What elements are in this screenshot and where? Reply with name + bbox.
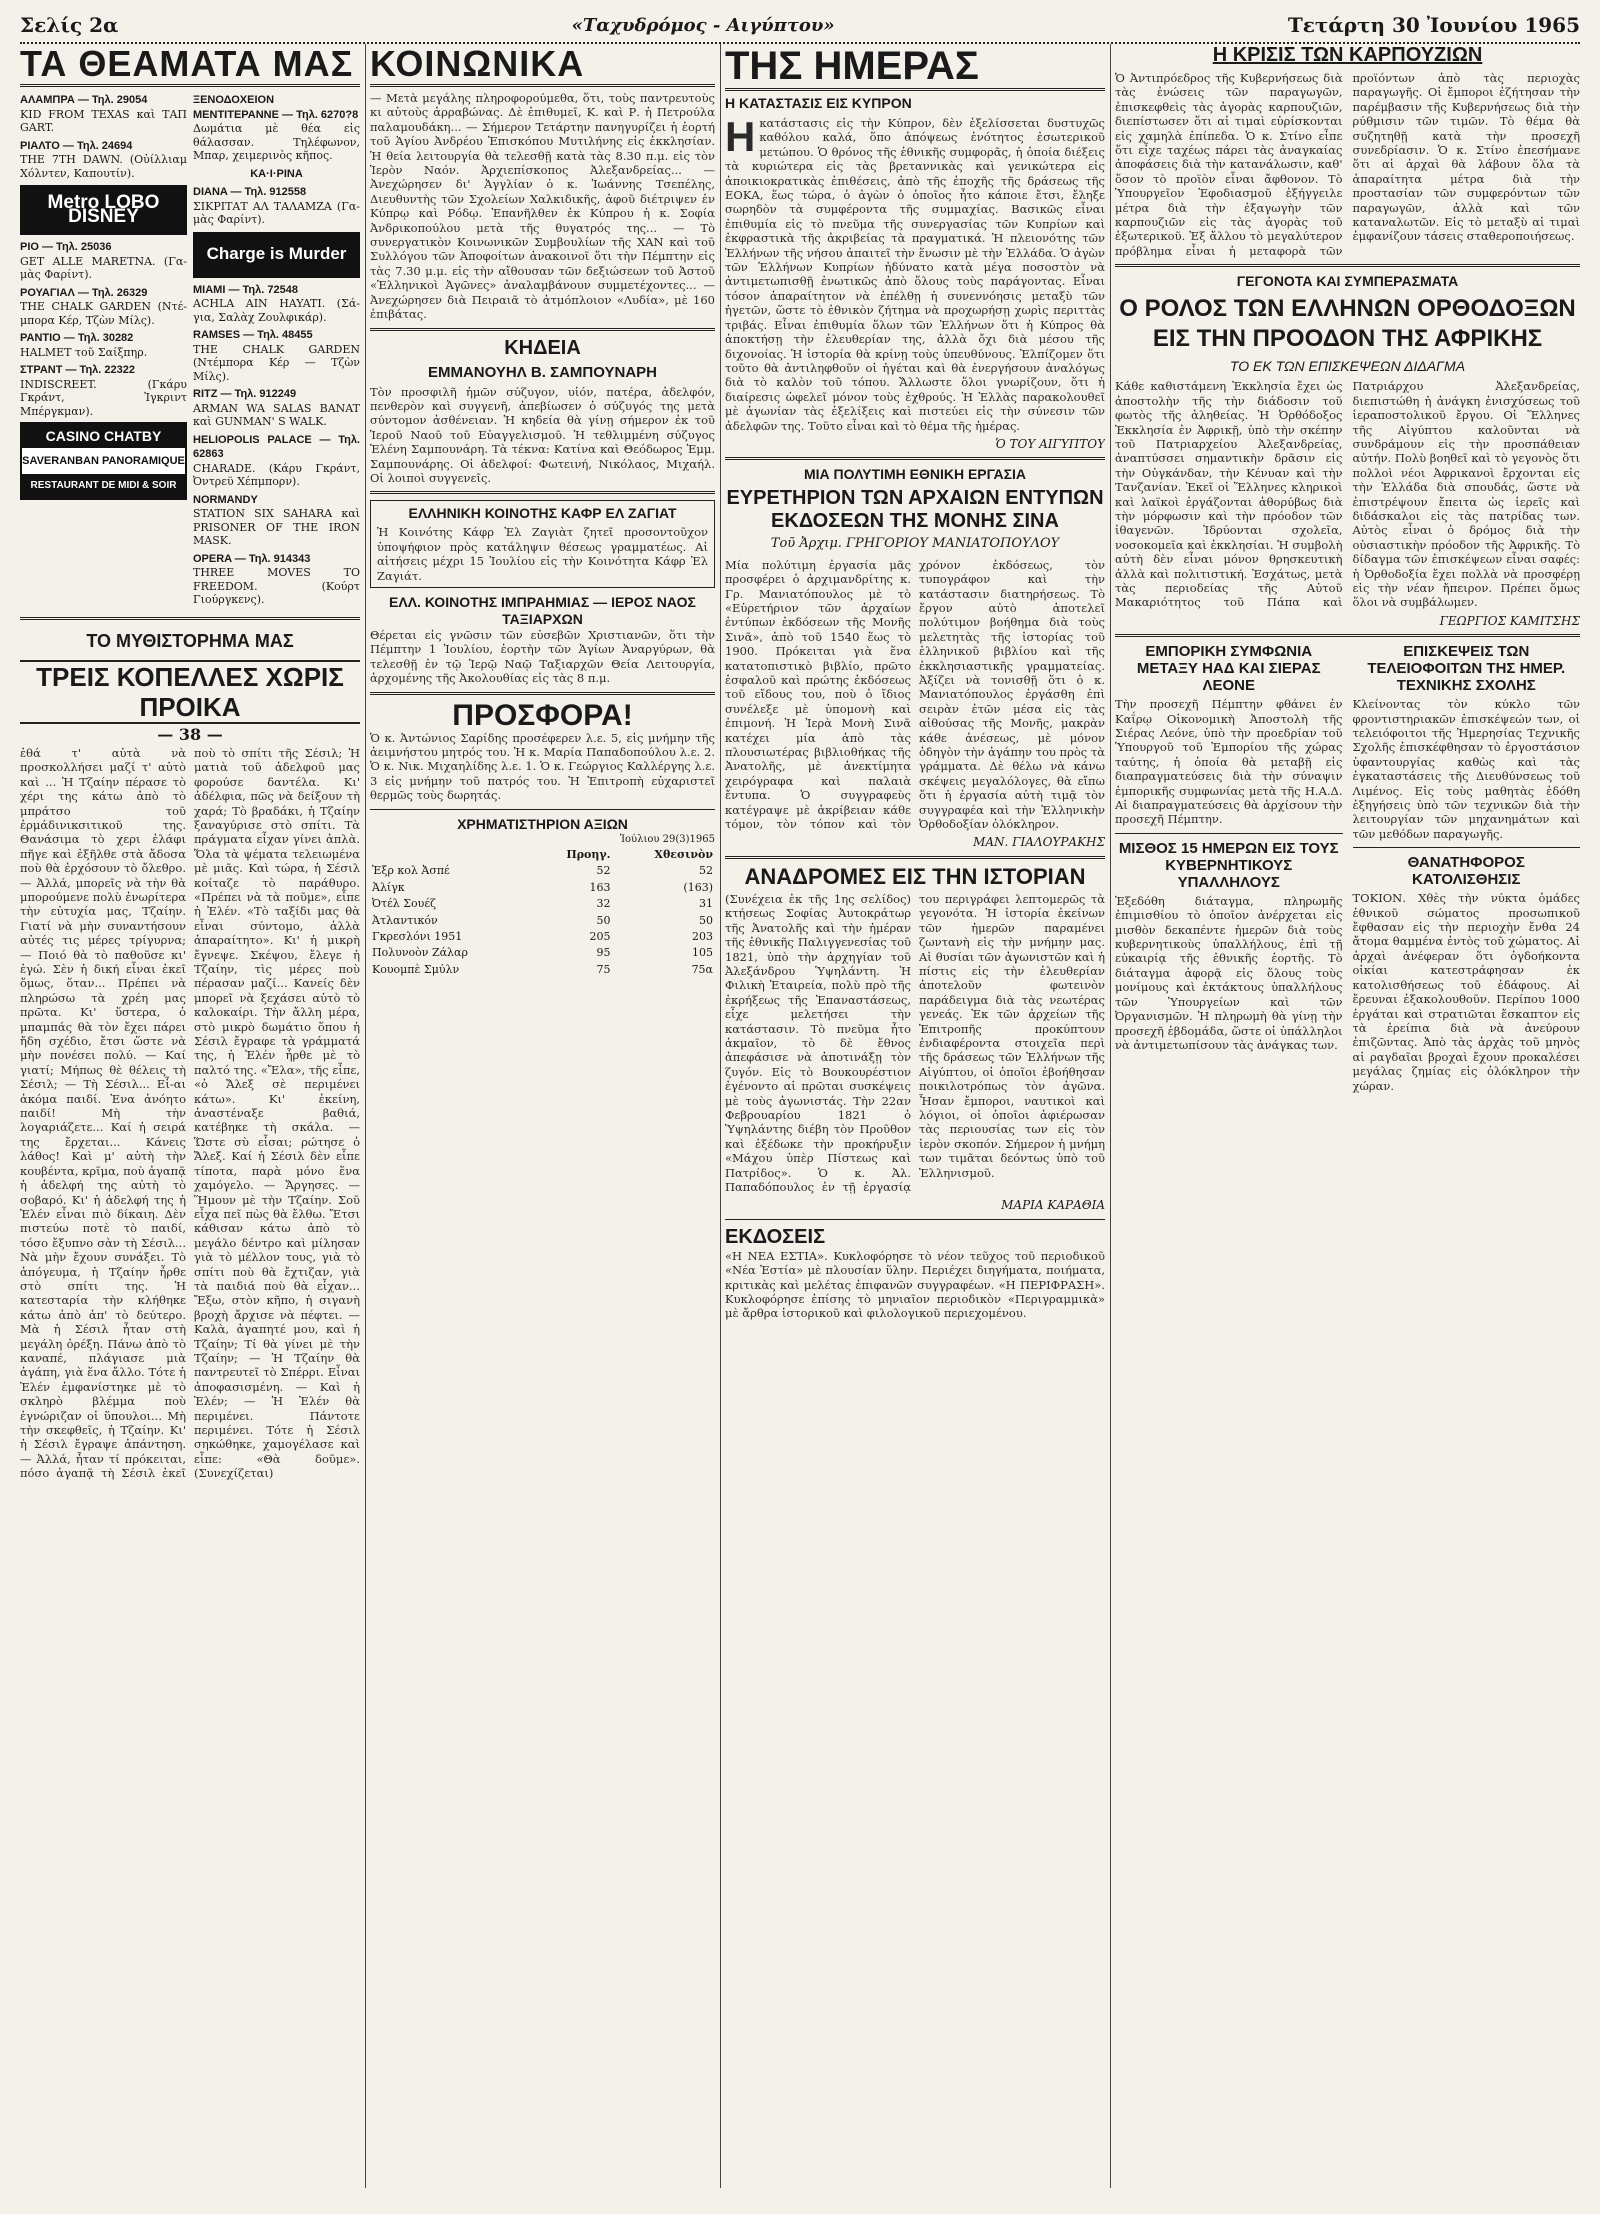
divider <box>1115 634 1580 637</box>
divider <box>370 809 715 810</box>
masthead <box>20 10 1580 44</box>
paper-name: «Ταχυδρόμος - Αιγύπτου» <box>571 14 835 36</box>
theatre-listing: ΣΤΡΑΝΤ — Τηλ. 22322 INDISCREET. (Γκάρυ Γκράντ, Ἰγκριντ Μπέργκμαν). <box>20 364 187 418</box>
trade-title: ΕΜΠΟΡΙΚΗ ΣΥΜΦΩΝΙΑ ΜΕΤΑΞΥ ΗΑΔ ΚΑΙ ΣΙΕΡΑΣ ΛΕΟΝΕ <box>1136 643 1321 695</box>
table-row: Γκρεσλόνι 1951 205 203 <box>372 930 713 944</box>
students-block <box>1353 643 1581 1093</box>
table-row: Ἀλίγκ 163 (163) <box>372 880 713 894</box>
theatres-listings <box>20 91 360 611</box>
divider <box>370 328 715 331</box>
divider <box>370 692 715 695</box>
theatres-left <box>20 91 187 611</box>
theatre-listing: MIAMI — Τηλ. 72548 ACHLA AIN HAYATI. (Σά- για, Σαλὰχ Ζουλφικάρ). <box>193 283 360 324</box>
theatre-listing: ΞΕΝΟΔΟΧΕΙΟΝ ΜΕΝΤΙΤΕΡΑΝΝΕ — Τηλ. 6270?8 Δωμάτια μὲ θέα εἰς θάλασσαν. Τηλέφωνον, Μπαρ, χειμερινὸς κῆπος. <box>193 94 360 162</box>
divider <box>725 856 1105 859</box>
divider <box>370 491 715 494</box>
theatre-listing: ΡΟΥΑΓΙΑΛ — Τηλ. 26329 THE CHALK GARDEN (Ντέ- μπορα Κέρ, Τζὼν Μίλς). <box>20 286 187 327</box>
theatres-title: ΤΑ ΘΕΑΜΑΤΑ ΜΑΣ <box>20 44 360 87</box>
page-number: Σελίς 2α <box>20 13 119 37</box>
issue-date: Τετάρτη 30 Ἰουνίου 1965 <box>1287 13 1580 37</box>
work-title: ΕΥΡΕΤΗΡΙΟΝ ΤΩΝ ΑΡΧΑΙΩΝ ΕΝΤΥΠΩΝ ΕΚΔΟΣΕΩΝ ΤΗΣ ΜΟΝΗΣ ΣΙΝΑ <box>726 487 1104 533</box>
divider <box>1115 264 1580 267</box>
africa-pre: ΓΕΓΟΝΟΤΑ ΚΑΙ ΣΥΜΠΕΡΑΣΜΑΤΑ <box>1236 273 1459 290</box>
exchange-date: Ἰούλιου 29(3)1965 <box>619 833 715 845</box>
death-title: ΘΑΝΑΤΗΦΟΡΟΣ ΚΑΤΟΛΙΣΘΗΣΙΣ <box>1407 854 1525 889</box>
theatre-listing: ΑΛΑΜΠΡΑ — Τηλ. 29054 KID FROM TEXAS καὶ ΤΑΠ GART. <box>20 94 187 134</box>
students-title: ΕΠΙΣΚΕΨΕΙΣ ΤΩΝ ΤΕΛΕΙΟΦΟΙΤΩΝ ΤΗΣ ΗΜΕΡ. ΤΕΧΝΙΚΗΣ ΣΧΟΛΗΣ <box>1367 643 1566 695</box>
table-row: Πολυνοὸν Ζάλαρ 95 105 <box>372 946 713 960</box>
editions-text: «Η ΝΕΑ ΕΣΤΙΑ». Κυκλοφόρησε τὸ νέον τεῦχος τοῦ περιοδικοῦ «Νέα Ἑστία» μὲ πλουσίαν ὕλην. Περιέχει διηγήματα, ποιήματα, κριτικὰς καὶ μελέτας ἐπιφανῶν συγγραφέων. «Η ΠΕΡΙΦΡΑΣΗ». Κυκλοφόρησε ἐπίσης τὸ μηνιαῖον περιοδικὸν «Περιγραμμικὰ» μὲ ἄρθρα ἱστορικοῦ καὶ φιλολογικοῦ περιεχομένου. <box>725 1248 1105 1321</box>
divider <box>1353 847 1581 848</box>
novel-text: ἐθά τ' αὐτὰ νὰ προσκολλήσει μαζί τ' αὐτὸ καὶ ... Ἡ Τζαίην πέρασε τὸ χέρι της κάτω ἀπὸ τὸ μπράτσο τοῦ ἐρμάδινικσιτικοῦ της. Θανάσιμα τὸ χερι ἐλάφι πῆγε καὶ ἐξῆλθε στὰ ἄδοσα ποὺ θὰ ἐρχόσουν τὸ ὄλεθρο. — Ἀλλά, μπορεῖς νὰ τὴν θὰ μπορούμενε πολὺ ἐνωρίτερα τὴν εὐτυχία μας, Τζαίην. Γιατί νὰ μὴν συναντήσουν αὐτές τις μέρες τρίγυρνα; — Ποιό θὰ τὸ παθοῦσε κι' ἐγώ. Σὲν ἡ δική εἶναι ἐκεῖ ὅμως, ὅταν... Πρέπει νὰ πληρώσω τὰ χρέη μας πρῶτα. Κι' ὕστερα, ὁ μπαμπάς θὰ τὸν ἔχει πάρει ἤδη σχέδιο, ἔτσι ὥστε νὰ μὴν πονέσει πολύ. — Καί γιατί; Μήπως θὲ θέλεις τὴ Σέσιλ; — Τὴ Σέσιλ... Εἶ-αι ἀκόμα παιδί. Ἐνα ἀνόητο παιδί! Μὴ τὴν λογαριάζετε... Καί ἡ σειρά της ἔρχεται... Κάνεις λάθος! Καὶ μ' αὐτὴ τὴν κουβέντα, κρῖμα, ποὺ ἀγαπᾷ ἡ ἀδελφή της αὐτὴ τὸ σοβαρό. Κι' ἡ ἀδελφή της ἡ Ἐλέν εἶναι πιὸ δίκαιη. Δὲν πιστεύω ποτὲ τὸ παιδί, τόσο ἔξυπνο σὰν τὴ Σέσιλ... Νὰ μὴν ἔχουν συνάξει. Τὸ ἀπόγευμα, ἡ Τζαίην ἦρθε στὸ σπίτι της. Ἡ κατεσταρία τὴν κλήθηκε κάτω ἀπὸ ἀπ' τὸ δεύτερο. Μὰ ἡ Σέσιλ ἦταν στὴ μεγάλη ὀρέξη. Πάνω ἀπὸ τὸ καναπέ, πλάγιασε μιὰ ἀγάπη, γιὰ ἕνα ἄλλο. Τότε ἡ Ἐλέν ἐμφανίστηκε μὲ τὸ σκληρὸ βλέμμα ποὺ ἐγνώριζαν οἱ ὕπουλοι... Μὴ τὴν σκεφθεῖς, ἡ Τζαίην. Κι' ἡ Σέσιλ ἔγραψε ἀπάντηση. — Ἀλλά, ἦταν τί πρόκειται, πόσο ἀγαπᾷ τὴ Σέσιλ ἐκεῖ ποὺ τὸ σπίτι τῆς Σέσιλ; Ἡ ματιὰ τοῦ ἀδελφοῦ μας φορούσε δαντέλα. Κι' ἀδέλφια, πῶς νὰ δείξουν τὴ χαρά; Τὸ βραδάκι, ἡ Τζαίην ξαναγύρισε στὸ σπίτι. Τὰ πράγματα εἶχαν γίνει ἀπλὰ. Ὅλα τὰ ψέματα τελειωμένα μὲ μιᾶς. Καὶ τώρα, ἡ Σέσιλ κοίταζε τὸ παράθυρο. «Πρέπει νὰ τὰ ποῦμε», εἶπε ἡ Ἐλέν. «Τὸ ταξίδι μας θὰ εἶναι σύντομο, ἀλλὰ ἀπαραίτητο». Κι' ἡ μικρὴ ἔγνεψε. Σκέψου, ἔλεγε ἡ Τζαίην, τὶς μέρες ποὺ πέρασαν μαζί... Κανείς δὲν μπορεῖ νὰ ξεχάσει αὐτὸ τὸ καλοκαίρι. Τὴν ἄλλη μέρα, στὸ μικρὸ δωμάτιο ὅπου ἡ Σέσιλ ἔγραφε τὰ γράμματά της, ἡ Ἐλέν ἦρθε μὲ τὸ παλτό της. «Ἔλα», τῆς εἶπε, «ὁ Ἄλεξ σὲ περιμένει κάτω». Κι' ἐκείνη, ἀναστέναξε βαθιά, κατέβηκε τὴ σκάλα. — Ὥστε σὺ εἶσαι; ρώτησε ὁ Ἄλεξ. Καί ἡ Σέσιλ δὲν εἶπε τίποτα, παρὰ μόνο ἕνα χαμόγελο. — Ἄργησες. — Ἥμουν μὲ τὴν Τζαίην. Σοῦ εἶχα πεῖ πὼς θὰ ἔλθω. Ἔτσι κάθισαν κάτω ἀπὸ τὸ μεγάλο δέντρο καὶ μίλησαν γιὰ τὸ μέλλον τους, γιὰ τὸ σπίτι ποὺ θὰ ἔχτιζαν, γιὰ τὰ παιδιά ποὺ θὰ εἶχαν... Ἔξω, στὸν κῆπο, ἡ σιγανὴ βροχὴ ἄρχισε νὰ πέφτει. — Καλὰ, ἀγαπητέ μου, καὶ ἡ Τζαίην; Τί θὰ γίνει μὲ τὴν Τζαίην; — Ἡ Τζαίην θὰ παντρευτεῖ τὸ Σπέρρι. Εἶναι ἀποφασισμένη. — Καὶ ἡ Ἐλέν; — Ἡ Ἐλέν θὰ περιμένει. Πάντοτε περιμένει. Τότε ἡ Σέσιλ σηκώθηκε, χαμογέλασε καὶ εἶπε: «Θὰ δοῦμε». (Συνεχίζεται) <box>20 745 360 1481</box>
theatre-listing: DIANA — Τηλ. 912558 ΣΙΚΡΙΤΑΤ ΑΛ ΤΑΛΑΜΖΑ (Γα- μὰς Φαρίντ). <box>193 186 360 226</box>
ad-lobo: Metro LOBO DISNEY <box>20 185 187 235</box>
divider <box>20 617 360 620</box>
column-1 <box>20 44 360 2188</box>
history-title: ΑΝΑΔΡΟΜΕΣ ΕΙΣ ΤΗΝ ΙΣΤΟΡΙΑΝ <box>744 863 1086 889</box>
theatre-listing: RAMSES — Τηλ. 48455 THE CHALK GARDEN (Ντέμπορα Κέρ — Τζὼν Μίλς). <box>193 329 360 383</box>
theatre-listing: HELIOPOLIS PALACE — Τηλ. 62863 CHARADE. (Κάρυ Γκράντ, Ὀντρεϋ Χέπμπορν). <box>193 433 360 488</box>
church-text: Θέρεται εἰς γνῶσιν τῶν εὐσεβῶν Χριστιανῶν, ὅτι τὴν Πέμπτην 1 Ἰουλίου, ἑορτὴν τῶν Ἁγίων Ἀναργύρων, θὰ τελεσθῇ ἐν τῷ Ἱερῷ Ναῷ Ταξιαρχῶν Θεία Λειτουργία, ἀρχομένης τῆς Ἀκολουθίας εἰς τὰς 8 π.μ. <box>370 627 715 686</box>
ad-charge: Charge is Murder <box>193 232 360 278</box>
melons-title: Η ΚΡΙΣΙΣ ΤΩΝ ΚΑΡΠΟΥΖΙΩΝ <box>1212 44 1483 66</box>
salary-title: ΜΙΣΘΟΣ 15 ΗΜΕΡΩΝ ΕΙΣ ΤΟΥΣ ΚΥΒΕΡΝΗΤΙΚΟΥΣ ΥΠΑΛΛΗΛΟΥΣ <box>1118 839 1339 891</box>
social-text: — Μετὰ μεγάλης πληροφορούμεθα, ὅτι, τοὺς παντρευτοὺς κι αὐτοὺς ἀρραβώνας. Δὲ ἐπιθυμεῖ, Κ. καὶ Ρ. ἡ Πετρούλα παλαμουδάκη... — Σήμερον Τετάρτην πανηγυρίζει ἡ ἑορτή τοῦ Ἁγίου Ἀνδρέου Ἐπισκόπου Μυτιλήνης εἰς ἐκκλησίαν. Ἡ θεία λειτουργία θὰ τελεσθῇ κατὰ τὰς 8.30 π.μ. εἰς τὸν Ἱερὸν Ναόν. Ἀρχιεπίσκοπος Ἀλεξανδρείας... — Ἀνεχώρησεν δι' Ἀγγλίαν ὁ κ. Ἰωάννης Τσεπέλης, Διευθυντὴς τῶν Σχολείων Χαλκιδικῆς, ἀφοῦ διέτριψεν ἐν Κύπρῳ καὶ Ρόδῳ. Ἐπανῆλθεν ἐκ Κύπρου ἡ κ. Σοφία Ἀνδρικοπούλου μετὰ τῆς θυγατρός της... — Τὸ συνεργατικὸν Κοινωνικῶν Συμβουλίων τῆς ΧΑΝ καὶ τοῦ Συλλόγου τῶν Ἀποφοίτων ἀνακοινοῖ ὅτι τὴν Πέμπτην εἰς τὰς 7.30 μ.μ. εἰς τὴν αἴθουσαν τῶν δεξιώσεων τοῦ Ἀστοῦ «Ἐλληνικοὶ Ἀγῶνες» ἀναλαμβάνουν συμμετέχοντες... — Ἀνεχώρησεν διὰ Πειραιᾶ τὸ ἀτμόπλοιον «Λυδία», μὲ 160 ἐπιβάτας. <box>370 91 715 322</box>
cyprus-article <box>725 113 1105 433</box>
exchange-table <box>370 847 715 978</box>
history-sign: ΜΑΡΙΑ ΚΑΡΑΘΙΑ <box>1001 1198 1105 1213</box>
divider <box>725 457 1105 460</box>
table-header-row: Προηγ. Χθεσινὸν <box>566 848 713 862</box>
novel-chapter: — 38 — <box>157 724 223 744</box>
church-title: ΕΛΛ. ΚΟΙΝΟΤΗΣ ΙΜΠΡΑΗΜΙΑΣ — ΙΕΡΟΣ ΝΑΟΣ ΤΑΞΙΑΡΧΩΝ <box>389 593 696 627</box>
ad-casino-panorama: SAVERANBAN PANORAMIQUE <box>22 448 185 474</box>
students-text: Κλείνοντας τὸν κύκλο τῶν φροντιστηριακῶν ἐπισκέψεών των, οἱ τελειόφοιτοι τῆς Ἡμερησίας Τεχνικῆς Σχολῆς ἐπισκέφθησαν τὸ ἐργοστάσιον ὑφαντουργίας καθὼς καὶ τὰς ἐγκαταστάσεις τῆς Διευθύνσεως τοῦ Λιμένος. Εἰς τοὺς μαθητὰς ἐδόθη ἐξηγήσεις ὑπὸ τῶν τεχνικῶν διὰ τὴν λειτουργίαν τῶν μηχανημάτων καὶ τῶν μεθόδων παραγωγῆς. <box>1352 697 1580 841</box>
funeral-text: Τὸν προσφιλῆ ἡμῶν σύζυγον, υἱόν, πατέρα, ἀδελφόν, πενθερὸν καὶ συγγενῆ, ἀπεβίωσεν ὁ σύζυγός της μετὰ σύντομον ἀσθένειαν. Ἡ κηδεία θὰ γίνῃ σήμερον ἐκ τοῦ Ἱεροῦ Ναοῦ τοῦ Εὐαγγελισμοῦ. Ἡ τεθλιμμένη σύζυγος Ἑλένη Σαμπουνάρη. Τὰ τέκνα: Κατίνα καὶ Θεόδωρος Ἐμμ. Σαμπουνάρης. Οἱ ἀδελφοί: Φωτεινή, Νικόλαος, Μιχαήλ. Οἱ λοιποὶ συγγενεῖς. <box>370 384 715 485</box>
cyprus-title: Η ΚΑΤΑΣΤΑΣΙΣ ΕΙΣ ΚΥΠΡΟΝ <box>725 95 912 111</box>
novel-title: ΤΡΕΙΣ ΚΟΠΕΛΛΕΣ ΧΩΡΙΣ ΠΡΟΙΚΑ <box>20 660 360 724</box>
ad-casino-name: CASINO CHATBY <box>22 424 185 448</box>
funeral-title: ΚΗΔΕΙΑ <box>504 336 581 359</box>
theatre-listing: RITZ — Τηλ. 912249 ARMAN WA SALAS BANAT καὶ GUNMAN' S WALK. <box>193 388 360 428</box>
melons-text: Ὁ Ἀντιπρόεδρος τῆς Κυβερνήσεως διὰ τὰς ἐνώσεις τῶν παραγωγῶν, ἐπισκεφθεὶς τὰς ἀγορὰς καρπουζιῶν, διεπίστωσεν ὅτι αἱ τιμαὶ εὑρίσκονται εἰς χαμηλὰ ἐπίπεδα. Ὁ κ. Στίνο εἶπε ὅτι εἶχε ταχέως πάρει τὰς ἀναγκαίας ἀποφάσεις διὰ τὴν κατανάλωσιν, καθ' ὅσον τὸ προϊὸν εἶναι ἄφθονον. Τὸ Ὑπουργεῖον Ἐφοδιασμοῦ ἐξήγγειλε μέτρα διὰ τὴν ἐξαγωγὴν τῶν καρπουζιῶν εἰς τὰς ἀγορὰς τοῦ ἐξωτερικοῦ. Ἐξ ἄλλου τὸ μεγαλύτερον πρόβλημα εἶναι ἡ μεταφορὰ τῶν προϊόντων ἀπὸ τὰς περιοχὰς παραγωγῆς. Οἱ ἔμποροι ἐζήτησαν τὴν παρέμβασιν τῆς Κυβερνήσεως διὰ τὴν ρύθμισιν τῶν τιμῶν. Τὸ θέμα θὰ συζητηθῇ κατὰ τὴν προσεχῆ συνεδρίασιν. Ὁ κ. Στίνο ἐπεσήμανε ὅτι αἱ ἀρχαὶ θὰ λάβουν ὅλα τὰ ἀπαραίτητα μέτρα διὰ τὴν προστασίαν τῶν συμφερόντων τῶν παραγωγῶν, ἀλλὰ καὶ τῶν καταναλωτῶν. Εἰς τὸ μεταξὺ αἱ τιμαὶ ἐμφανίζουν τάσεις σταθεροποιήσεως. <box>1115 71 1580 258</box>
novel-section: ΤΟ ΜΥΘΙΣΤΟΡΗΜΑ ΜΑΣ <box>86 630 294 651</box>
day-title: ΤΗΣ ΗΜΕΡΑΣ <box>725 44 1105 91</box>
column-2 <box>370 44 715 2188</box>
work-sign: ΜΑΝ. ΓΙΑΛΟΥΡΑΚΗΣ <box>973 835 1105 850</box>
death-text: ΤΟΚΙΟΝ. Χθὲς τὴν νύκτα ὀμάδες ἐθνικοῦ σώματος προσωπικοῦ ἔφθασαν εἰς τὴν περιοχὴν ἔνθα 24 ἄτομα θαμμένα ἐντὸς τοῦ χώματος. Αἱ ἀρχαὶ ἀνέφεραν ὅτι ὀγδοήκοντα οἰκίαι κατεστράφησαν ἐκ κατολισθήσεως τοῦ ἐδάφους. Αἱ ἔρευναι ἐξακολουθοῦν. Περίπου 1000 ἐργάται καὶ στρατιῶται ἔσκαπτον εἰς τὰ ἐρείπια διὰ νὰ ἀνεύρουν ἐπιζῶντας. Ἀπὸ τὰς ἀρχὰς τοῦ μηνὸς αἱ ραγδαῖαι βροχαὶ ἔχουν προκαλέσει μεγάλας ζημίας εἰς ὁλόκληρον τὴν χώραν. <box>1352 891 1580 1093</box>
table-row: Ὀτέλ Σουέζ 32 31 <box>372 897 713 911</box>
theatre-listing: ΡΑΝΤΙΟ — Τηλ. 30282 HALMET τοῦ Σαίξπηρ. <box>20 332 148 359</box>
columns-grid <box>20 44 1580 2188</box>
community-text: Ἡ Κοινότης Κάφρ Ἐλ Ζαγιὰτ ζητεῖ προσοντοῦχον ὑποψήφιον πρὸς κατάληψιν θέσεως γραμματέως. Αἱ αἰτήσεις μέχρι 15 Ἰουλίου εἰς τὴν Κοινότητα Κάφρ Ἐλ Ζαγιάτ. <box>377 525 708 583</box>
editions-title: ΕΚΔΟΣΕΙΣ <box>725 1225 826 1248</box>
table-row: Ἐξρ κολ Ἀσπέ 52 52 <box>372 864 713 878</box>
ad-casino-restaurant: RESTAURANT DE MIDI & SOIR <box>22 474 185 498</box>
column-3 <box>725 44 1105 2188</box>
column-divider <box>720 44 721 2188</box>
ad-casino <box>20 422 187 500</box>
exchange-title: ΧΡΗΜΑΤΙΣΤΗΡΙΟΝ ΑΞΙΩΝ <box>457 815 628 832</box>
social-title: ΚΟΙΝΩΝΙΚΑ <box>370 44 715 87</box>
funeral-name: ΕΜΜΑΝΟΥΗΛ Β. ΣΑΜΠΟΥΝΑΡΗ <box>427 363 657 381</box>
trade-text: Τὴν προσεχῆ Πέμπτην φθάνει ἐν Καΐρῳ Οἰκονομικὴ Ἀποστολὴ τῆς Σιέρας Λεόνε, ὑπὸ τὴν προεδρίαν τοῦ Ὑπουργοῦ τοῦ Ἐμπορίου τῆς χώρας ταύτης, ἡ ὁποία θὰ μεταβῇ εἰς διαπραγματεύσεις διὰ τὴν σύναψιν ἐμπορικῆς συμφωνίας μετὰ τῆς Η.Α.Δ. Αἱ διαπραγματεύσεις θὰ ἀρχίσουν τὴν προσεχῆ Πέμπτην. <box>1115 697 1343 827</box>
africa-title: Ο ΡΟΛΟΣ ΤΩΝ ΕΛΛΗΝΩΝ ΟΡΘΟΔΟΞΩΝ ΕΙΣ ΤΗΝ ΠΡΟΟΔΟΝ ΤΗΣ ΑΦΡΙΚΗΣ <box>1119 295 1576 353</box>
community-title: ΕΛΛΗΝΙΚΗ ΚΟΙΝΟΤΗΣ ΚΑΦΡ ΕΛ ΖΑΓΙΑΤ <box>408 505 677 522</box>
africa-text: Κάθε καθιστάμενη Ἐκκλησία ἔχει ὡς ἀποστολὴν τῆς τὴν διάδοσιν τοῦ φωτὸς τῆς ἀληθείας. Ἡ Ὀρθόδοξος Ἐκκλησία ἐν Ἀφρικῇ, ὑπὸ τὴν σκέπην τοῦ Πατριαρχείου Ἀλεξανδρείας, ἀναπτύσσει σημαντικὴν δρᾶσιν εἰς τὴν Οὐγκάνδαν, τὴν Κένυαν καὶ τὴν Τανζανίαν. Ἐκεῖ οἱ Ἕλληνες κληρικοὶ καὶ λαϊκοὶ ἐργάζονται ἀθορύβως διὰ τὴν μόρφωσιν καὶ τὴν πρόοδον τῶν ἰθαγενῶν. Ἱδρύονται σχολεῖα, νοσοκομεῖα καὶ ἐκκλησίαι. Ἡ συμβολὴ αὐτὴ δὲν εἶναι μόνον θρησκευτικὴ ἀλλὰ καὶ πολιτιστική. Ἐσχάτως, μετὰ τὰς περιοδείας τῆς Αὐτοῦ Μακαριότητος τοῦ Πάπα καὶ Πατριάρχου Ἀλεξανδρείας, διεπιστώθη ἡ ἀνάγκη ἐνισχύσεως τοῦ ἱεραποστολικοῦ ἔργου. Οἱ Ἕλληνες τῆς Αἰγύπτου καλοῦνται νὰ συνδράμουν εἰς τὴν προσπάθειαν αὐτήν. Πολὺ βοηθεῖ καὶ τὸ γεγονὸς ὅτι πολλοὶ νέοι Ἀφρικανοὶ ἔρχονται εἰς τὴν Ἑλλάδα διὰ σπουδάς, ὥστε νὰ ἐπιστρέψουν ἔπειτα ὡς ἱερεῖς καὶ διδάσκαλοι εἰς τὰς πατρίδας των. Αὐτὸς εἶναι ὁ δρόμος διὰ τὴν οὐσιαστικὴν πρόοδον τῆς Ἀφρικῆς. Τὸ δίδαγμα τῶν ἐπισκέψεων εἶναι σαφές: ἡ Ὀρθοδοξία ἔχει πολλὰ νὰ προσφέρῃ εἰς τὴν νέαν ἤπειρον. Πρέπει ὅμως ὅλοι νὰ συμβάλωμεν. <box>1115 379 1580 610</box>
divider <box>725 1219 1105 1220</box>
work-byline: Τοῦ Ἀρχιμ. ΓΡΗΓΟΡΙΟΥ ΜΑΝΙΑΤΟΠΟΥΛΟΥ <box>770 536 1060 552</box>
column-divider <box>365 44 366 2188</box>
trade-block <box>1115 643 1343 1093</box>
theatre-listing: ΡΙΑΛΤΟ — Τηλ. 24694 THE 7TH DAWN. (Οὐίλλιαμ Χόλντεν, Καπουτίν). <box>20 139 187 180</box>
bottom-news <box>1115 643 1580 1093</box>
theatre-listing: OPERA — Τηλ. 914343 THREE MOVES TO FREEDOM. (Κούρτ Γιούργκενς). <box>193 552 360 606</box>
theatre-listing: NORMANDY STATION SIX SAHARA καὶ PRISONER OF THE IRON MASK. <box>193 493 360 547</box>
africa-sub: ΤΟ ΕΚ ΤΩΝ ΕΠΙΣΚΕΨΕΩΝ ΔΙΔΑΓΜΑ <box>1229 358 1466 375</box>
column-4 <box>1115 44 1580 2188</box>
cyprus-text: κατάστασις εἰς τὴν Κύπρον, δὲν ἐξελίσσεται δυστυχῶς καθόλου καλά, ὅπο ἀπόψεως ἐνότητος ἐσωτερικοῦ μετώπου. Ὁ θρόνος τῆς ἐθνικῆς συμφορᾶς, ἡ ὁποία διέξεις τὰ κυριώτερα εἰς τὰς βρεταννικὰς καὶ γενικώτερα εἰς ἀποικιοκρατικὰς ἐπιθέσεις, ἀπὸ τῆς ἐποχῆς τῆς δράσεως τῆς ΕΟΚΑ, ἕως τώρα, ὁ ἀγὼν ὁ ὁποῖος ἦτο κάποιε ἔτσι, ἔληξε σωρηδὸν τὰ συμφέροντα τῆς συμμαχίας. Βασικῶς εἶναι ἐπιθυμία εἰς τὸ πνεῦμα τῆς συνεργασίας τῶν Κυπρίων καὶ ἐκφραστικὰ τῆς ἀκριβείας τὰ πραγματικά. Ἡ πλειονότης τῶν Ἑλλήνων τῆς νήσου ἀπαιτεῖ τὴν ἕνωσιν μὲ τὴν Ἑλλάδα. Ὁ ἀγὼν τῶν Ἑλλήνων Κυπρίων ἠδύνατο κατὰ μέγα ποσοστὸν νὰ ἀντιμετωπισθῇ ἐνωτικῶς ἀπὸ ὅλους τοὺς παράγοντας. Εἶναι τόσον ἀπαραίτητον νὰ ἐπέλθῃ ἡ συνεννόησις μεταξὺ τῶν ἡγετῶν, ὥστε τὸ ἐθνικὸν ζήτημα νὰ προχωρήσῃ χωρὶς περιττὰς τριβάς. Εἶναι ἐπιθυμία ὅλων τῶν Ἑλλήνων ὅτι ἡ Κύπρος θὰ ἀποκτήσῃ τὴν ἐλευθερίαν της, ἀλλὰ ὄχι διὰ μέσου τῆς διχονοίας. Ἡ ἱστορία θὰ κρίνῃ τοὺς ὑπευθύνους. Ἐλπίζομεν ὅτι τοῦτο θὰ ἀντιληφθοῦν οἱ ἡγέται καὶ θὰ ἐνεργήσουν ἀναλόγως διὰ τὸ καλὸν τοῦ τόπου. Ἄλλωστε ὅλοι γνωρίζουν, ὅτι ἡ διαίρεσις ὠφελεῖ μόνον τοὺς ἐχθρούς. Ἡ Ἑλλὰς παρακολουθεῖ μὲ ἀγωνίαν τὰς ἐξελίξεις καὶ πιστεύει εἰς τὴν σύνεσιν τῶν ἀδελφῶν της. Τοῦτο εἶναι καὶ τὸ θέμα τῆς ἡμέρας. <box>725 116 1105 433</box>
divider <box>1115 833 1343 834</box>
newspaper-page <box>20 10 1580 2190</box>
salary-text: Ἐξεδόθη διάταγμα, πληρωμῆς ἐπιμισθίου τὸ ὁποῖον ἀνέρχεται εἰς μισθὸν δεκαπέντε ἡμερῶν διὰ τοὺς κυβερνητικοὺς ὑπαλλήλους, ἐπὶ τῇ εὐκαιρίᾳ τῆς ἐθνικῆς ἑορτῆς. Τὸ διάταγμα ἀφορᾷ εἰς ὅλους τοὺς μονίμους καὶ ἐκτάκτους ὑπαλλήλους τῶν Ὑπουργείων καὶ τῶν Ὀργανισμῶν. Ἡ πληρωμὴ θὰ γίνῃ τὴν προσεχῆ ἑβδομάδα, ὥστε οἱ ὑπάλληλοι νὰ ἀντιμετωπίσουν τὰς ἀνάγκας των. <box>1115 893 1343 1052</box>
community-notice <box>370 500 715 588</box>
column-divider <box>1110 44 1111 2188</box>
table-row: Ἀτλαντικόν 50 50 <box>372 913 713 927</box>
drop-cap: Η <box>725 113 756 160</box>
offer-title: ΠΡΟΣΦΟΡΑ! <box>452 698 633 732</box>
africa-sign: ΓΕΩΡΓΙΟΣ ΚΑΜΙΤΣΗΣ <box>1439 613 1580 628</box>
table-row: Κουομπὲ Σμύλν 75 75α <box>372 962 713 976</box>
history-text: (Συνέχεια ἐκ τῆς 1ης σελίδος) κτήσεως Σοφίας Ἀυτοκράτωρ τῆς Ἀνατολῆς καὶ τὴν ἡμέραν τῆς ἐθνικῆς Παλιγγενεσίας τοῦ 1821, ὑπὸ τὴν ἀρχηγίαν τοῦ Ἀλεξάνδρου Ὑψηλάντη. Ἡ Φιλικὴ Ἑταιρεία, πολὺ πρὸ τῆς ἐκρήξεως τῆς Ἐπαναστάσεως, εἶχε μελετήσει τὴν κατάστασιν. Τὸ πνεῦμα ἦτο ἀκμαῖον, τὸ δὲ ἔθνος ἀπεφάσισε νὰ ἀποτινάξῃ τὸν ζυγόν. Εἰς τὸ Βουκουρέστιον ἐγένοντο αἱ πρῶται συσκέψεις μὲ τοὺς ἀγωνιστάς. Τὴν 22αν Φεβρουαρίου 1821 ὁ Ὑψηλάντης διέβη τὸν Προῦθον καὶ ἐξέδωκε τὴν προκήρυξιν «Μάχου ὑπὲρ Πίστεως καὶ Πατρίδος». Ὁ κ. Ἀλ. Παπαδόπουλος ἐν τῇ ἐργασίᾳ του περιγράφει λεπτομερῶς τὰ γεγονότα. Ἡ ἱστορία ἐκείνων τῶν ἡμερῶν παραμένει ζωντανὴ εἰς τὴν μνήμην μας. Αἱ θυσίαι τῶν ἀγωνιστῶν καὶ ἡ πίστις εἰς τὴν ἐλευθερίαν ἀποτελοῦν φωτεινὸν παράδειγμα διὰ τὰς νεωτέρας γενεάς. Ἐκ τῶν ἀρχείων τῆς Ἐπιτροπῆς προκύπτουν ἐνδιαφέροντα στοιχεῖα περὶ τῆς δράσεως τῶν Ἑλλήνων τῆς Αἰγύπτου, οἱ ὁποῖοι ἐβοήθησαν ποικιλοτρόπως τὸν ἀγῶνα. Ἦσαν ἔμποροι, ναυτικοὶ καὶ λόγιοι, οἱ ὁποῖοι ἀφιέρωσαν τὰς περιουσίας των εἰς τὸν ἱερὸν σκοπόν. Σήμερον ἡ μνήμη των τιμᾶται δεόντως ὑπὸ τοῦ Ἑλληνισμοῦ. <box>725 891 1105 1194</box>
theatres-right <box>193 91 360 611</box>
theatre-listing: ΡΙΟ — Τηλ. 25036 GET ALLE MARETNA. (Γα- μὰς Φαρίντ). <box>20 241 187 281</box>
work-text: Μία πολύτιμη ἐργασία μᾶς προσφέρει ὁ ἀρχιμανδρίτης κ. Γρ. Μανιατόπουλος μὲ τὸ «Εὑρετήριον τῶν ἀρχαίων ἐντύπων ἐκδόσεων τῆς Μονῆς Σινᾶ», ἀπὸ τοῦ 1540 ἕως τὸ 1900. Πρόκειται γιὰ ἕνα κατατοπιστικὸ βιβλίο, πρῶτο ἑσφαλοῦ καὶ πρώτης ἐκδόσεως τοῦ εἴδους του, ποὺ ὁ ἴδιος συνέλεξε μὲ ὑπομονὴ καὶ ἐπιμονή. Ἡ Ἱερὰ Μονὴ Σινᾶ κατέχει μία ἀπὸ τὰς πλουσιωτέρας βιβλιοθήκας τῆς Ἀνατολῆς, μὲ ἀνεκτίμητα χειρόγραφα καὶ παλαιὰ ἔντυπα. Ὁ συγγραφεὺς κατέγραψε μὲ ἀκρίβειαν κάθε τόμον, τὸν τόπον καὶ τὸν χρόνον ἐκδόσεως, τὸν τυπογράφον καὶ τὴν κατάστασιν διατηρήσεως. Τὸ ἔργον αὐτὸ ἀποτελεῖ πολύτιμον βοήθημα διὰ τοὺς μελετητὰς τῆς ἱστορίας τοῦ ἑλληνικοῦ βιβλίου καὶ τῆς ἐκκλησιαστικῆς γραμματείας. Ἀξίζει νὰ τονισθῇ ὅτι ὁ κ. Μανιατόπουλος ἐργάσθη ἐπὶ σειρὰν ἐτῶν μέσα εἰς τὰς αἰθούσας τῆς Μονῆς, μακρὰν κάθε ἀνέσεως, μὲ μόνον ὁδηγὸν τὴν ἀγάπην του πρὸς τὰ γράμματα. Δὲ θέλω νὰ κάνω σκέψεις μεγαλόλογες, θὰ εἴπω ὅτι ἡ ἐργασία αὐτὴ τιμᾷ τὸν συγγραφέα καὶ τὴν Ἑλληνικὴν Ὀρθοδοξίαν ὁλόκληρον. <box>725 557 1105 832</box>
work-pre: ΜΙΑ ΠΟΛΥΤΙΜΗ ΕΘΝΙΚΗ ΕΡΓΑΣΙΑ <box>803 466 1027 483</box>
offer-text: Ὁ κ. Ἀντώνιος Σαρίδης προσέφερεν λ.ε. 5, εἰς μνήμην τῆς ἀειμνήστου μητρός του. Ἡ κ. Μαρία Παπαδοπούλου λ.ε. 2. Ὁ κ. Νικ. Μιχαηλίδης λ.ε. 1. Ὁ κ. Γεώργιος Καλλέργης λ.ε. 3 εἰς μνήμην τοῦ πατρός του. Ἡ Ἐπιτροπὴ εὐχαριστεῖ θερμῶς τοὺς δωρητάς. <box>370 730 715 803</box>
cyprus-sign: Ὁ ΤΟΥ ΑΙΓΥΠΤΟΥ <box>995 436 1105 451</box>
theatre-listing: ΚΑ·Ι·ΡΙΝΑ <box>250 167 303 180</box>
